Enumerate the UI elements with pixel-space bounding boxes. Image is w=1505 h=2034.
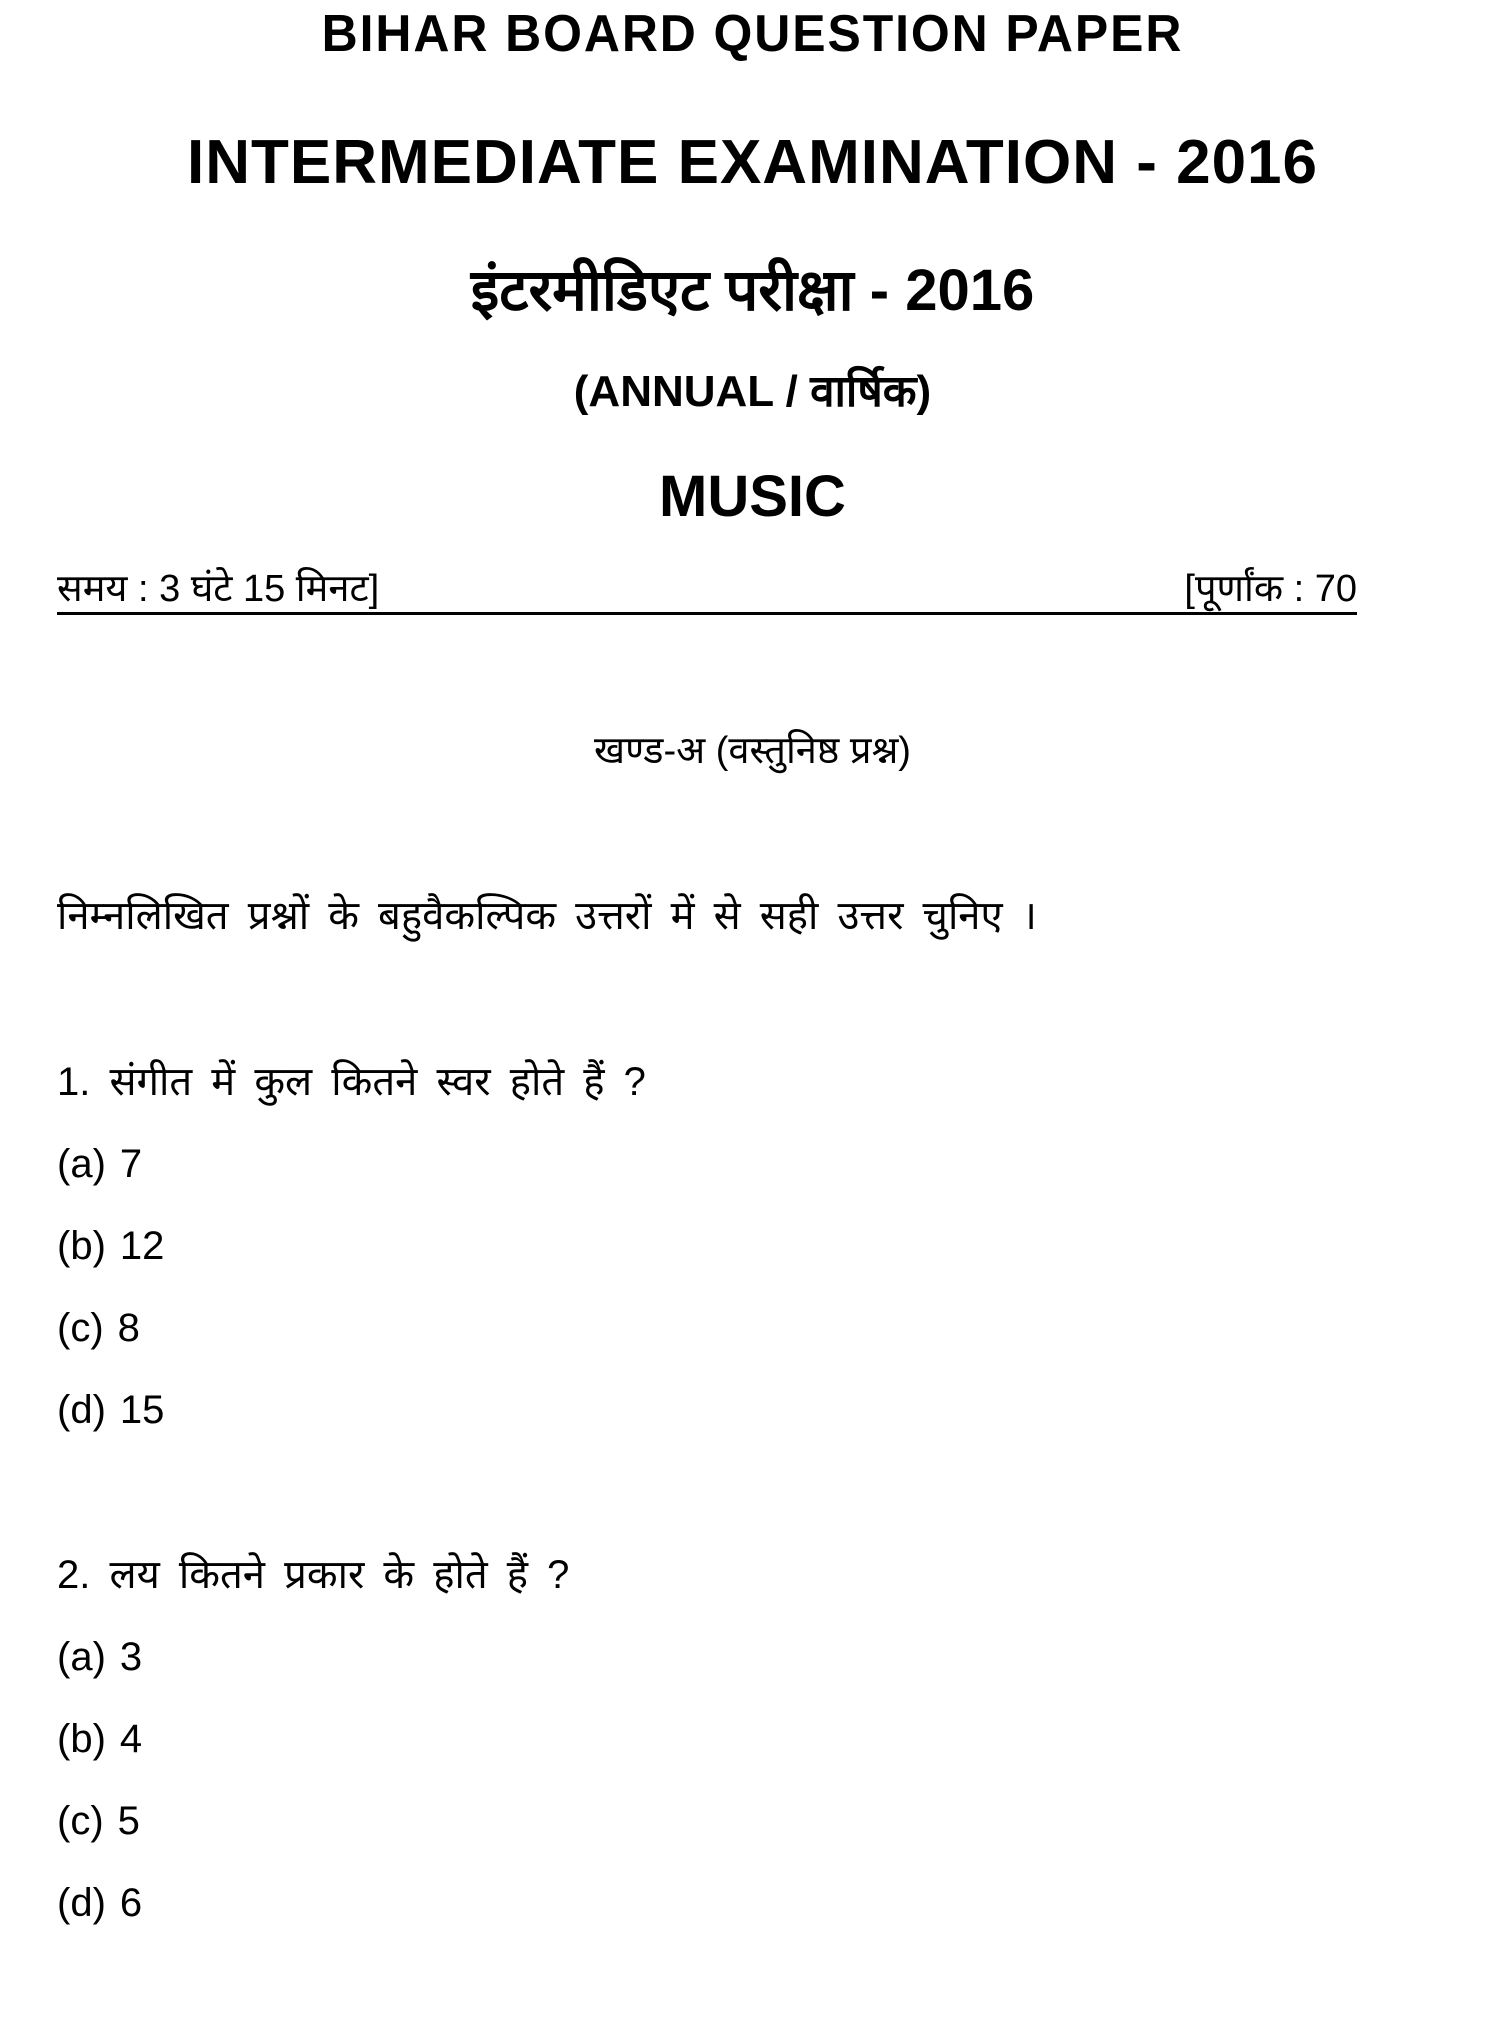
time-allowed: समय : 3 घंटे 15 मिनट] (57, 568, 380, 610)
exam-meta-row (57, 562, 1357, 615)
question-1 (57, 1062, 646, 1472)
section-heading: खण्ड-अ (वस्तुनिष्ठ प्रश्न) (594, 730, 911, 772)
subject-title: MUSIC (659, 464, 846, 529)
option-letter: (a) (57, 1142, 106, 1186)
full-marks: [पूर्णांक : 70 (1184, 568, 1357, 610)
option-value: 5 (117, 1799, 140, 1843)
option-d (57, 1390, 646, 1472)
option-a (57, 1637, 569, 1719)
option-value: 12 (119, 1224, 165, 1268)
option-value: 3 (119, 1635, 143, 1679)
instruction-text: निम्नलिखित प्रश्नों के बहुवैकल्पिक उत्तरों में से सही उत्तर चुनिए । (57, 894, 1037, 938)
option-c (57, 1308, 646, 1390)
option-value: 15 (119, 1388, 165, 1432)
exam-title-hindi: इंटरमीडिएट परीक्षा - 2016 (470, 258, 1035, 323)
option-value: 8 (117, 1306, 140, 1350)
exam-type: (ANNUAL / वार्षिक) (573, 367, 932, 416)
option-letter: (b) (57, 1224, 106, 1268)
option-b (57, 1226, 646, 1308)
question-text: 2. लय कितने प्रकार के होते हैं ? (57, 1553, 570, 1597)
board-title: BIHAR BOARD QUESTION PAPER (321, 5, 1184, 63)
option-b (57, 1719, 569, 1801)
question-text: 1. संगीत में कुल कितने स्वर होते हैं ? (57, 1060, 646, 1104)
option-d (57, 1883, 569, 1965)
option-letter: (a) (57, 1635, 106, 1679)
option-letter: (b) (57, 1717, 106, 1761)
question-2 (57, 1555, 569, 1965)
exam-title-english: INTERMEDIATE EXAMINATION - 2016 (186, 128, 1319, 197)
option-c (57, 1801, 569, 1883)
option-value: 4 (119, 1717, 143, 1761)
option-letter: (d) (57, 1388, 106, 1432)
option-letter: (c) (57, 1799, 104, 1843)
option-value: 6 (119, 1881, 143, 1925)
option-a (57, 1144, 646, 1226)
option-letter: (c) (57, 1306, 104, 1350)
option-letter: (d) (57, 1881, 106, 1925)
option-value: 7 (119, 1142, 143, 1186)
